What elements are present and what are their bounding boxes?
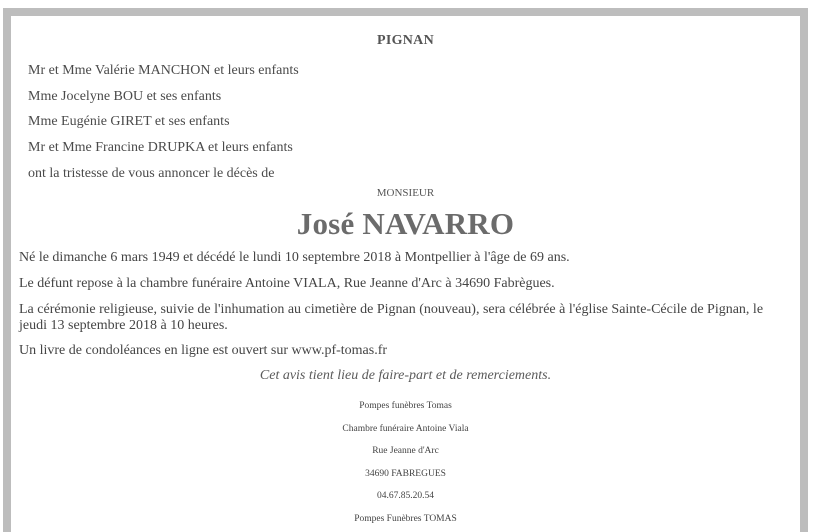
obituary-sheet [11,16,800,532]
family-line: Mme Eugénie GIRET et ses enfants [28,114,230,130]
birth-death-text: Né le dimanche 6 mars 1949 et décédé le lundi 10 septembre 2018 à Montpellier à l'âge de 69 ans. [19,250,570,265]
footer-line: Pompes funèbres Tomas [359,401,452,411]
footer-line: Chambre funéraire Antoine Viala [342,423,469,434]
deceased-name: José NAVARRO [296,206,515,241]
notice-text: Cet avis tient lieu de faire-part et de remerciements. [259,368,552,383]
family-line: Mr et Mme Francine DRUPKA et leurs enfants [28,140,293,156]
ceremony-text: La cérémonie religieuse, suivie de l'inhumation au cimetière de Pignan (nouveau), sera célébrée à l'église Sainte-Cécile de Pignan, le jeudi 13 septembre 2018 à 10 heures. [19,302,764,333]
footer-line: Rue Jeanne d'Arc [372,446,439,457]
family-line: Mr et Mme Valérie MANCHON et leurs enfants [28,63,299,78]
honorific: MONSIEUR [376,187,435,199]
repose-text: Le défunt repose à la chambre funéraire Antoine VIALA, Rue Jeanne d'Arc à 34690 Fabrègues. [19,276,555,291]
announcement-line: ont la tristesse de vous annoncer le décès de [28,165,275,181]
condolences-text: Un livre de condoléances en ligne est ouvert sur www.pf-tomas.fr [19,343,388,358]
family-line: Mme Jocelyne BOU et ses enfants [28,88,222,104]
footer-phone: 04.67.85.20.54 [377,491,434,502]
town-heading: PIGNAN [376,33,435,48]
footer-line: 34690 FABREGUES [365,468,446,479]
notice-frame [3,8,808,532]
funeral-home-footer [11,395,800,531]
family-list [28,58,299,187]
footer-line: Pompes Funèbres TOMAS [354,513,457,524]
obituary-details [19,250,790,369]
